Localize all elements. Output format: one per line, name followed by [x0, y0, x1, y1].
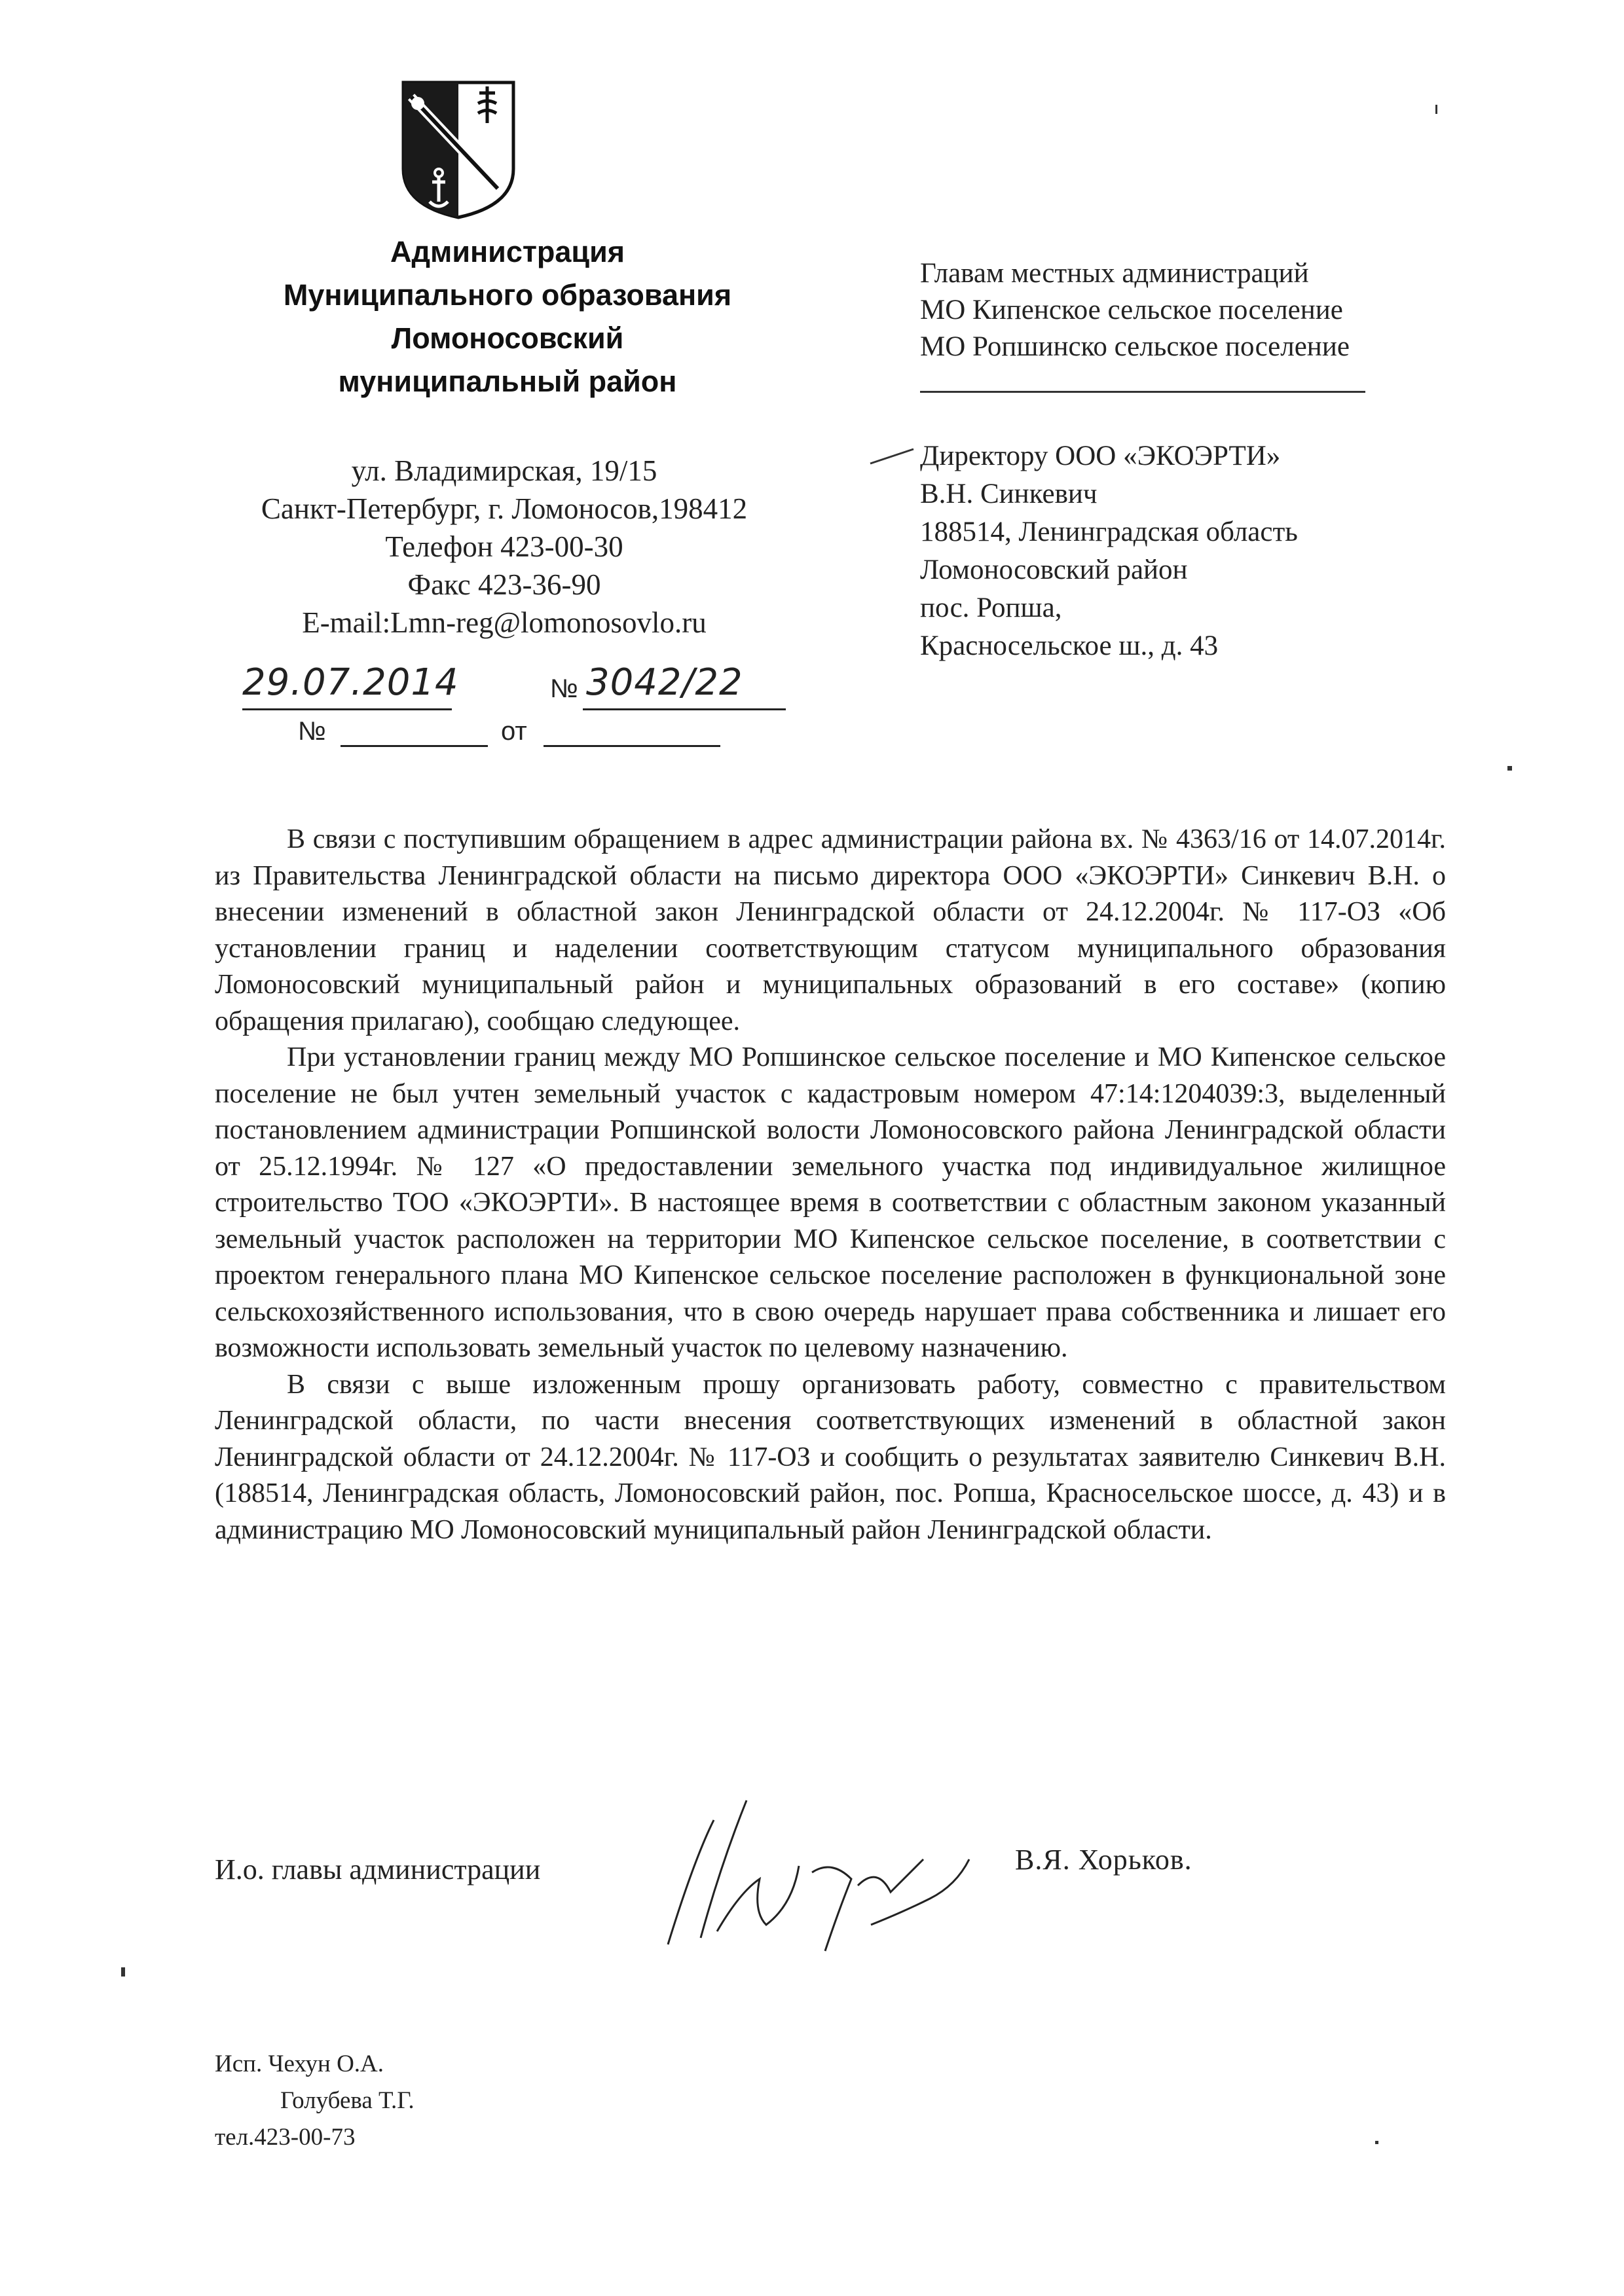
director-address-block	[920, 437, 1509, 665]
from-label: от	[501, 717, 527, 746]
director-title: Директору ООО «ЭКОЭРТИ»	[920, 441, 1281, 471]
body-paragraph: В связи с поступившим обращением в адрес администрации района вх. № 4363/16 от 14.07.2014г. из Правительства Ленинградской области на письмо директора ООО «ЭКОЭРТИ» Синкевич В.Н. о внесении изменений в областной закон Ленинградской области от 24.12.2004г. № 117-ОЗ «Об установлении границ и наделении соответствующим статусом муниципального образования Ломоносовский муниципальный район и муниципальных образований в его составе» (копию обращения прилагаю), сообщаю следующее.	[215, 824, 1446, 1036]
registration-number: 3042/22	[586, 661, 743, 704]
body-paragraph: В связи с выше изложенным прошу организовать работу, совместно с правительством Ленинградской области, по части внесения соответствующих изменений в областной закон Ленинградской области от 24.12.2004г. № 117-ОЗ и сообщить о результатах заявителю Синкевич В.Н. (188514, Ленинградская область, Ломоносовский район, пос. Ропша, Красносельское шоссе, д. 43) и в администрацию МО Ломоносовский муниципальный район Ленинградской области.	[215, 1369, 1446, 1545]
registration-date: 29.07.2014	[242, 661, 459, 704]
executor-line: Голубева Т.Г.	[280, 2087, 415, 2114]
letter-body	[215, 822, 1446, 1548]
recipients-divider	[920, 391, 1365, 393]
check-mark	[868, 445, 917, 471]
number-label: №	[298, 717, 326, 746]
scan-speck	[1375, 2141, 1378, 2144]
address-city: Санкт-Петербург, г. Ломоносов,198412	[261, 492, 748, 525]
scan-speck	[1435, 105, 1437, 114]
org-line: Муниципального образования	[283, 278, 732, 312]
executor-line: Исп. Чехун О.А.	[215, 2050, 384, 2077]
address-street: ул. Владимирская, 19/15	[351, 454, 657, 487]
signer-role: И.о. главы администрации	[215, 1853, 541, 1886]
organization-name	[138, 230, 877, 403]
handwritten-signature	[655, 1781, 995, 1977]
director-street: Красносельское ш., д. 43	[920, 630, 1219, 661]
registration-stamp	[242, 661, 792, 714]
recipients-block	[920, 255, 1509, 365]
body-paragraph: При установлении границ между МО Ропшинское сельское поселение и МО Кипенское сельское поселение не был учтен земельный участок с кадастровым номером 47:14:1204039:3, выделенный постановлением администрации Ропшинской волости Ломоносовского района Ленинградской области от 25.12.1994г. № 127 «О предоставлении земельного участка под индивидуальное жилищное строительство ТОО «ЭКОЭРТИ». В настоящее время в соответствии с областным законом указанный земельный участок расположен на территории МО Кипенское сельское поселение, в соответствии с проектом генерального плана МО Кипенское сельское поселение расположен в функциональной зоне сельскохозяйственного использования, что в свою очередь нарушает права собственника и лишает его возможности использовать земельный участок по целевому назначению.	[215, 1042, 1446, 1363]
scan-speck	[1507, 766, 1512, 771]
signer-name: В.Я. Хорьков.	[1015, 1844, 1192, 1876]
registration-number-label-top: №	[550, 674, 578, 703]
recipient-line: МО Кипенское сельское поселение	[920, 295, 1343, 325]
coat-of-arms-emblem	[399, 77, 517, 221]
recipient-line: Главам местных администраций	[920, 258, 1309, 289]
org-line: муниципальный район	[338, 365, 677, 398]
org-line: Администрация	[390, 235, 625, 268]
org-line: Ломоносовский	[391, 321, 624, 355]
recipient-line: МО Ропшинско сельское поселение	[920, 331, 1350, 362]
address-phone: Телефон 423-00-30	[385, 530, 623, 563]
executor-phone: тел.423-00-73	[215, 2124, 356, 2151]
address-email: E-mail:Lmn-reg@lomonosovlo.ru	[302, 606, 707, 639]
organization-address	[164, 452, 845, 642]
director-region: 188514, Ленинградская область	[920, 517, 1298, 547]
scan-speck	[121, 1967, 125, 1977]
director-district: Ломоносовский район	[920, 555, 1188, 585]
director-settlement: пос. Ропша,	[920, 592, 1062, 623]
address-fax: Факс 423-36-90	[407, 568, 601, 601]
director-name: В.Н. Синкевич	[920, 479, 1098, 509]
executors-block	[215, 2046, 415, 2156]
